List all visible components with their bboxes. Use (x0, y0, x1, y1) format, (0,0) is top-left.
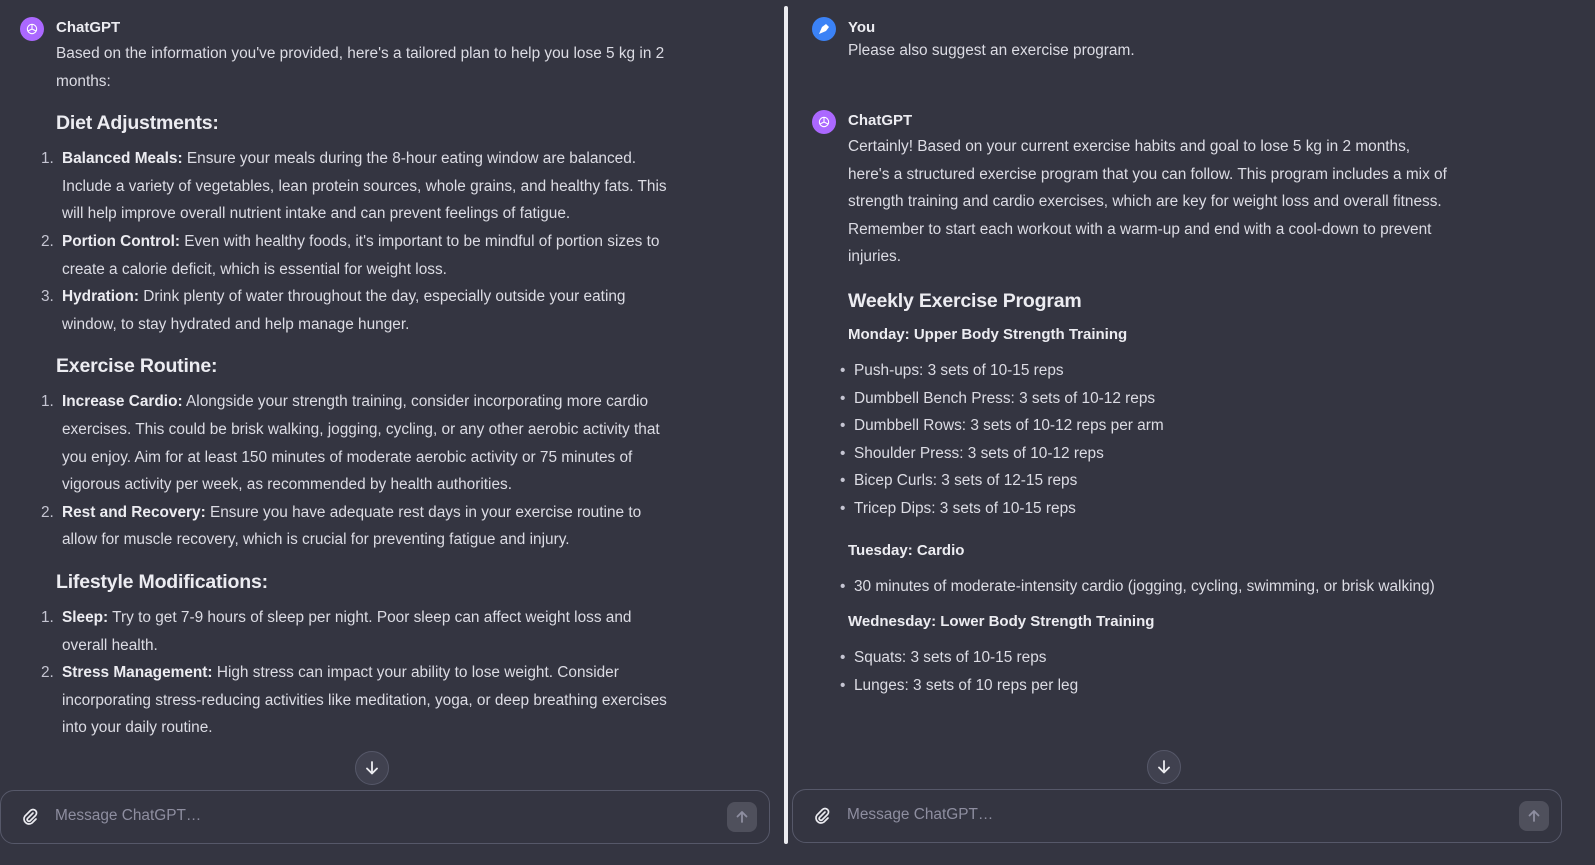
arrow-down-icon (364, 760, 380, 776)
list-item: • Squats: 3 sets of 10-15 reps (848, 644, 1452, 672)
paperclip-icon (20, 807, 40, 827)
bullet-list (848, 573, 1452, 601)
day-heading: Monday: Upper Body Strength Training (848, 325, 1128, 343)
pane-divider[interactable] (784, 6, 788, 844)
list-item: • Bicep Curls: 3 sets of 12-15 reps (848, 467, 1452, 495)
attach-button[interactable] (811, 805, 833, 827)
day-heading: Wednesday: Lower Body Strength Training (848, 613, 1155, 631)
numbered-list (41, 604, 680, 742)
arrow-up-icon (735, 810, 749, 824)
author-name: ChatGPT (56, 19, 121, 36)
message-body (848, 133, 1452, 699)
user-message (812, 18, 1452, 65)
bullet-list (848, 644, 1452, 699)
list-item: 1. Increase Cardio: Alongside your strength training, consider incorporating more cardio exercises. This could be brisk walking, jogging, cycling, or any other aerobic activity that you enjoy. Aim for at least 150 minutes of moderate aerobic activity or 75 minutes of vigorous activity per week, as recommended by health authorities. (41, 393, 660, 494)
paperclip-icon (812, 806, 832, 826)
list-item: 3. Hydration: Drink plenty of water throughout the day, especially outside your eating window, to stay hydrated and help manage hunger. (41, 288, 626, 333)
assistant-message (812, 111, 1452, 699)
program-heading: Weekly Exercise Program (848, 289, 1082, 312)
send-button[interactable] (727, 802, 757, 832)
list-item: 2. Stress Management: High stress can impact your ability to lose weight. Consider incorporating stress-reducing activities like meditation, yoga, or deep breathing exercises into your daily routine. (41, 664, 667, 737)
list-item: • Dumbbell Rows: 3 sets of 10-12 reps per arm (848, 412, 1452, 440)
section-heading: Lifestyle Modifications: (56, 570, 268, 593)
left-chat-pane (0, 0, 782, 865)
list-item: • Tricep Dips: 3 sets of 10-15 reps (848, 495, 1452, 523)
send-button[interactable] (1519, 801, 1549, 831)
user-message-text: Please also suggest an exercise program. (848, 42, 1135, 59)
list-item: 2. Rest and Recovery: Ensure you have adequate rest days in your exercise routine to allow for muscle recovery, which is crucial for preventing fatigue and injury. (41, 503, 642, 549)
user-avatar-icon (812, 17, 836, 41)
list-item: 1. Balanced Meals: Ensure your meals during the 8-hour eating window are balanced. Include a variety of vegetables, lean protein sources, whole grains, and healthy fats. This will help improve overall nutrient intake and can prevent feelings of fatigue. (41, 150, 667, 223)
author-name: You (848, 19, 876, 36)
message-input[interactable]: Message ChatGPT… (55, 807, 202, 824)
list-item: • Lunges: 3 sets of 10 reps per leg (848, 672, 1452, 700)
section-heading: Exercise Routine: (56, 355, 218, 378)
scroll-to-bottom-button[interactable] (355, 751, 389, 785)
attach-button[interactable] (19, 806, 41, 828)
numbered-list (41, 388, 680, 554)
message-input[interactable]: Message ChatGPT… (847, 806, 994, 823)
list-item: • 30 minutes of moderate-intensity cardio (jogging, cycling, swimming, or brisk walking) (848, 573, 1452, 601)
author-name: ChatGPT (848, 112, 913, 129)
list-item: 2. Portion Control: Even with healthy foods, it's important to be mindful of portion sizes to create a calorie deficit, which is essential for weight loss. (41, 232, 660, 278)
numbered-list (41, 145, 680, 338)
message-body (848, 37, 1452, 65)
intro-text: Certainly! Based on your current exercise habits and goal to lose 5 kg in 2 months, here's a structured exercise program that you can follow. This program includes a mix of strength training and cardio exercises, which are key for weight loss and overall fitness. Remember to start each workout with a warm-up and end with a cool-down to prevent injuries. (848, 138, 1447, 266)
openai-logo-icon (812, 110, 836, 134)
list-item: • Push-ups: 3 sets of 10-15 reps (848, 357, 1452, 385)
list-item: • Shoulder Press: 3 sets of 10-12 reps (848, 440, 1452, 468)
section-heading: Diet Adjustments: (56, 112, 219, 135)
assistant-message (20, 18, 680, 742)
list-item: • Dumbbell Bench Press: 3 sets of 10-12 reps (848, 385, 1452, 413)
scroll-to-bottom-button[interactable] (1147, 750, 1181, 784)
bullet-list (848, 357, 1452, 523)
message-composer[interactable] (792, 789, 1562, 843)
openai-logo-icon (20, 17, 44, 41)
right-chat-pane (792, 0, 1595, 865)
message-body (41, 40, 680, 742)
message-composer[interactable] (0, 790, 770, 844)
day-heading: Tuesday: Cardio (848, 541, 965, 559)
intro-text: Based on the information you've provided, here's a tailored plan to help you lose 5 kg in 2 months: (56, 45, 665, 90)
list-item: 1. Sleep: Try to get 7-9 hours of sleep per night. Poor sleep can affect weight loss and overall health. (41, 608, 632, 654)
arrow-down-icon (1156, 759, 1172, 775)
arrow-up-icon (1527, 809, 1541, 823)
